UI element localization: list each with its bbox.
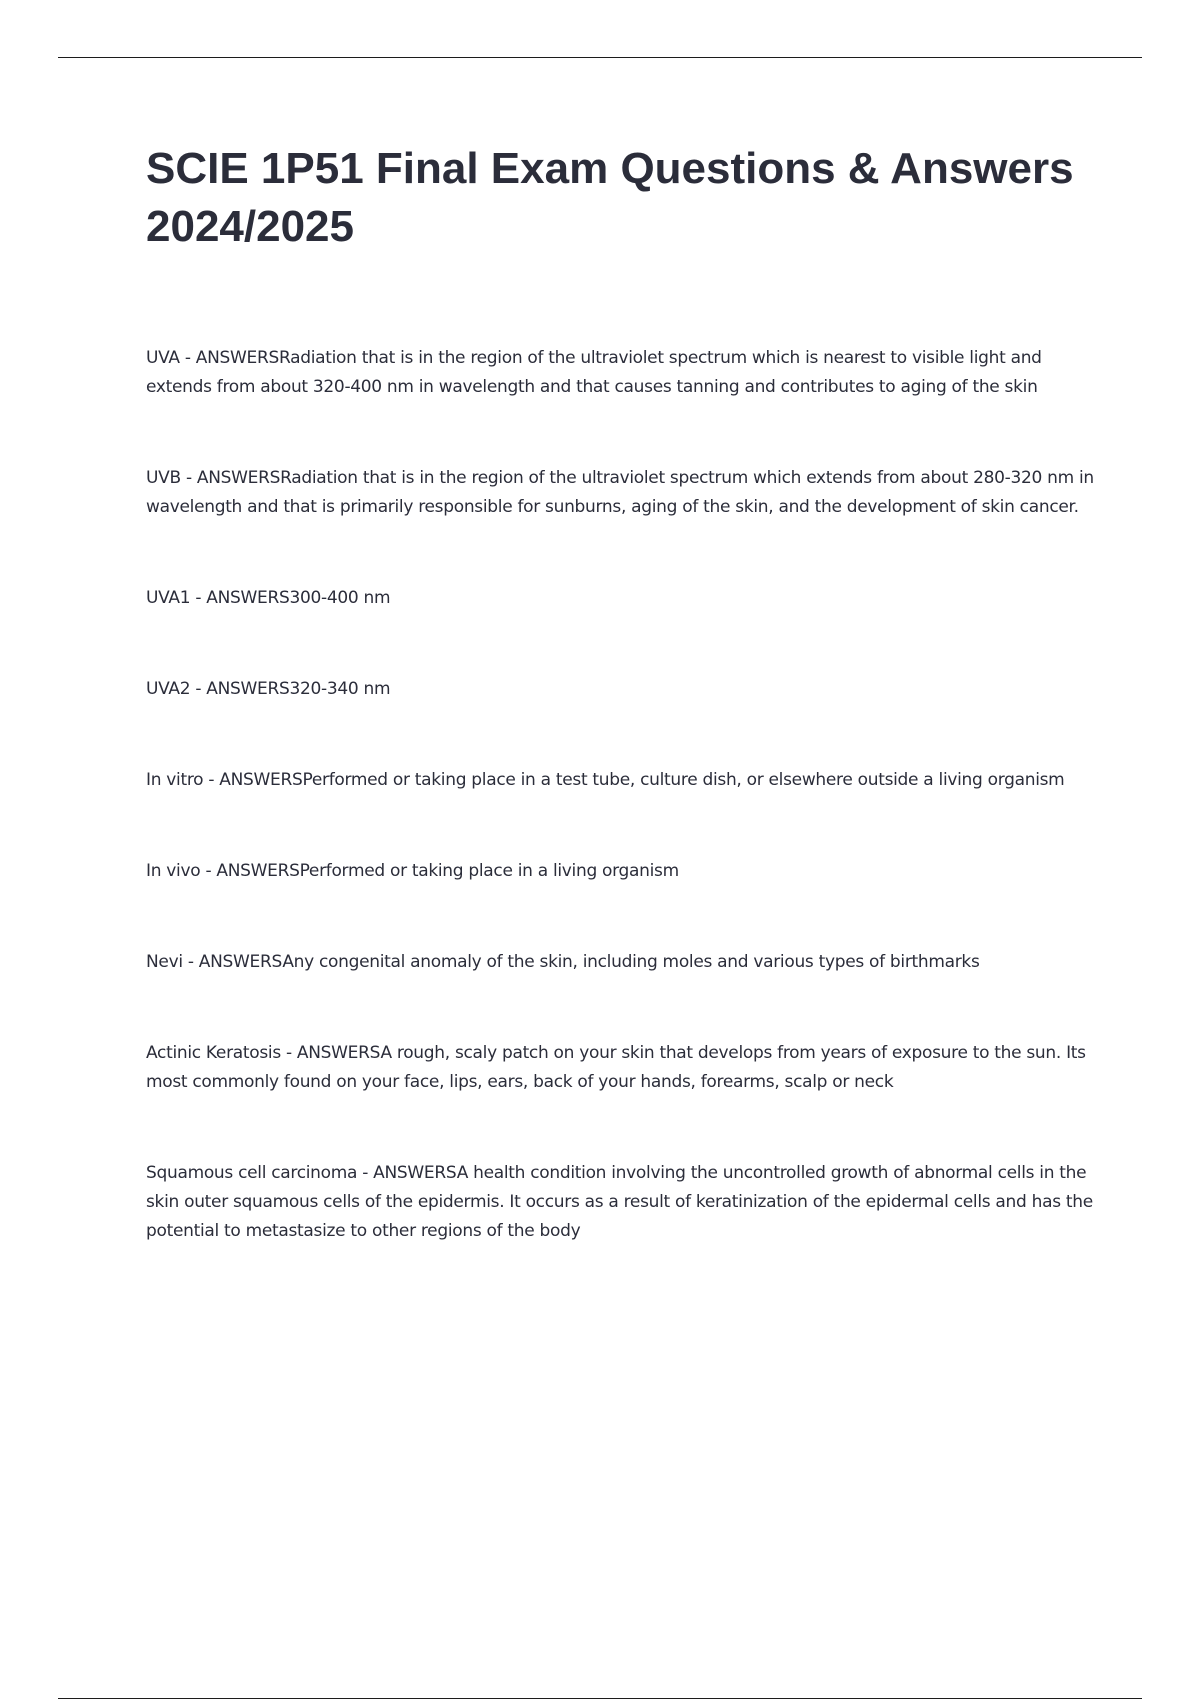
qa-answer: Any congenital anomaly of the skin, including moles and various types of birthmarks [282,952,980,972]
qa-separator: - ANSWERS [182,952,283,972]
qa-list [146,344,1096,1246]
qa-item-uvb [146,464,1096,522]
qa-answer: Performed or taking place in a test tube, culture dish, or elsewhere outside a living organism [302,770,1065,790]
qa-term: UVA1 [146,588,191,608]
qa-term: Nevi [146,952,183,972]
qa-term: UVB [146,468,181,488]
qa-term: UVA2 [146,679,191,699]
qa-separator: - ANSWERS [179,348,279,368]
qa-item-squamous-cell-carcinoma [146,1159,1096,1246]
qa-item-actinic-keratosis [146,1039,1096,1097]
qa-separator: - ANSWERS [203,770,303,790]
qa-answer: A rough, scaly patch on your skin that develops from years of exposure to the sun. Its most commonly found on your face, lips, ears, back of your hands, forearms, scalp or neck [146,1043,1086,1092]
qa-separator: - ANSWERS [200,861,300,881]
bottom-divider [58,1698,1142,1699]
qa-item-uva1 [146,584,1096,613]
qa-item-uva2 [146,675,1096,704]
qa-term: Actinic Keratosis [146,1043,281,1063]
qa-item-nevi [146,948,1096,977]
document-body [146,140,1096,1308]
qa-answer: 300-400 nm [289,588,391,608]
qa-item-uva [146,344,1096,402]
qa-item-in-vivo [146,857,1096,886]
qa-separator: - ANSWERS [357,1163,457,1183]
qa-answer: Radiation that is in the region of the ultraviolet spectrum which is nearest to visible light and extends from about 320-400 nm in wavelength and that causes tanning and contributes to aging of the skin [146,348,1042,397]
qa-separator: - ANSWERS [190,679,290,699]
qa-separator: - ANSWERS [190,588,290,608]
qa-separator: - ANSWERS [180,468,281,488]
qa-term: UVA [146,348,180,368]
top-divider [58,57,1142,58]
qa-answer: Radiation that is in the region of the ultraviolet spectrum which extends from about 280-320 nm in wavelength and that is primarily responsible for sunburns, aging of the skin, and the development of skin cancer. [146,468,1094,517]
qa-separator: - ANSWERS [280,1043,381,1063]
qa-answer: A health condition involving the uncontrolled growth of abnormal cells in the skin outer squamous cells of the epidermis. It occurs as a result of keratinization of the epidermal cells and has the potential to metastasize to other regions of the body [146,1163,1093,1241]
document-title: SCIE 1P51 Final Exam Questions & Answers 2024/2025 [146,144,1074,251]
qa-answer: Performed or taking place in a living organism [299,861,679,881]
qa-term: Squamous cell carcinoma [146,1163,358,1183]
qa-answer: 320-340 nm [289,679,391,699]
qa-item-in-vitro [146,766,1096,795]
qa-term: In vitro [146,770,204,790]
qa-term: In vivo [146,861,201,881]
